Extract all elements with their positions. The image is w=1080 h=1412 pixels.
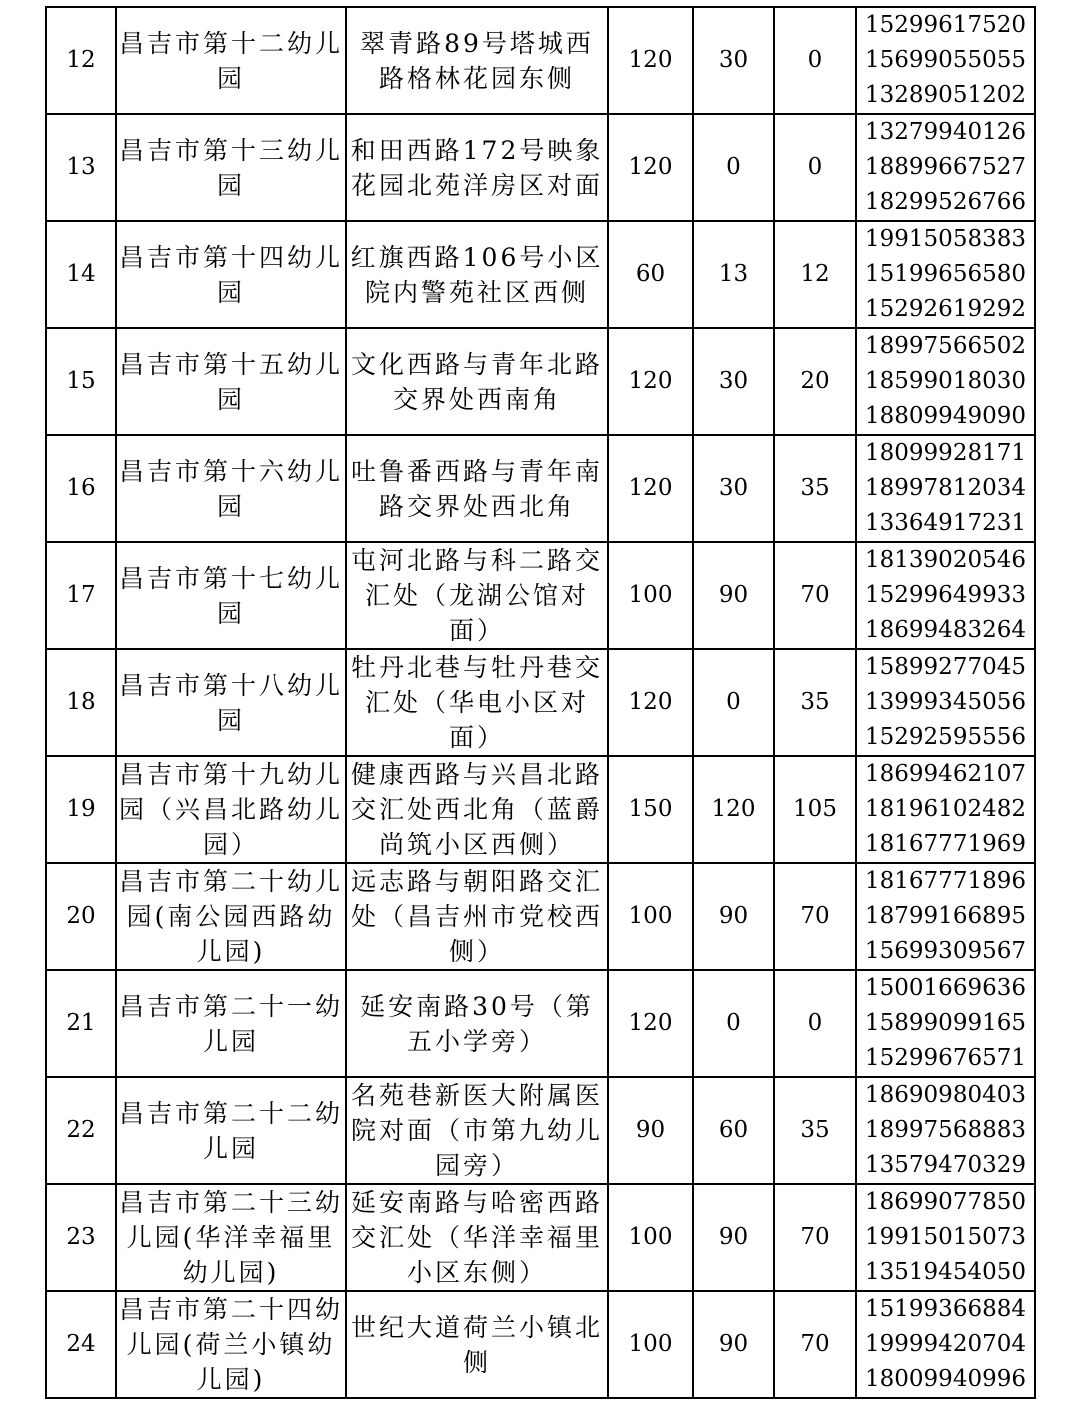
count-b-text: 0	[726, 154, 741, 180]
kindergarten-address-text: 屯河北路与科二路交汇处（龙湖公馆对面）	[350, 546, 603, 645]
table-row	[46, 1077, 1035, 1184]
table-row	[46, 542, 1035, 649]
kindergarten-address	[346, 1184, 608, 1291]
count-b	[693, 221, 774, 328]
count-a	[608, 328, 693, 435]
count-c	[774, 756, 856, 863]
count-b-text: 90	[718, 1331, 749, 1357]
kindergarten-address	[346, 649, 608, 756]
contact-phones	[856, 221, 1035, 328]
kindergarten-address-text: 世纪大道荷兰小镇北侧	[350, 1312, 603, 1377]
phone-number: 15299617520	[865, 12, 1026, 38]
row-number	[46, 221, 116, 328]
table-row	[46, 1184, 1035, 1291]
kindergarten-address	[346, 1077, 608, 1184]
count-b	[693, 1077, 774, 1184]
row-number	[46, 328, 116, 435]
count-c	[774, 7, 856, 114]
phone-number: 18997566502	[865, 333, 1026, 359]
phone-number: 15699309567	[865, 938, 1026, 964]
count-c-text: 70	[800, 582, 830, 608]
count-b	[693, 542, 774, 649]
count-a-text: 150	[628, 796, 673, 822]
count-c-text: 70	[800, 1331, 830, 1357]
count-a	[608, 863, 693, 970]
phone-number: 15899277045	[865, 654, 1026, 680]
count-a	[608, 114, 693, 221]
kindergarten-name	[116, 435, 346, 542]
phone-number: 18699462107	[865, 761, 1026, 787]
kindergarten-name-text: 昌吉市第二十二幼儿园	[119, 1098, 344, 1163]
phone-number: 18899667527	[865, 154, 1026, 180]
count-a-text: 120	[628, 1010, 673, 1036]
kindergarten-name	[116, 1184, 346, 1291]
phone-number: 18099928171	[865, 440, 1026, 466]
kindergarten-name	[116, 649, 346, 756]
count-b	[693, 114, 774, 221]
count-c	[774, 1184, 856, 1291]
row-number-text: 18	[66, 689, 96, 715]
count-c	[774, 970, 856, 1077]
count-c-text: 0	[807, 154, 823, 180]
contact-phones	[856, 1184, 1035, 1291]
row-number	[46, 649, 116, 756]
count-b-text: 0	[726, 1010, 741, 1036]
count-c-text: 70	[800, 903, 830, 929]
phone-number: 18167771969	[865, 831, 1026, 857]
kindergarten-name	[116, 221, 346, 328]
count-c	[774, 542, 856, 649]
row-number	[46, 756, 116, 863]
count-a-text: 90	[635, 1117, 666, 1143]
count-a	[608, 1291, 693, 1398]
table-row	[46, 221, 1035, 328]
row-number	[46, 114, 116, 221]
kindergarten-address	[346, 970, 608, 1077]
kindergarten-name-text: 昌吉市第十九幼儿园（兴昌北路幼儿园）	[119, 760, 344, 859]
phone-number: 19915015073	[865, 1224, 1026, 1250]
contact-phones	[856, 542, 1035, 649]
count-a	[608, 970, 693, 1077]
count-a	[608, 756, 693, 863]
row-number	[46, 1291, 116, 1398]
row-number-text: 22	[66, 1117, 96, 1143]
count-b-text: 90	[718, 582, 749, 608]
kindergarten-name	[116, 1077, 346, 1184]
row-number	[46, 863, 116, 970]
phone-number: 13579470329	[865, 1152, 1026, 1178]
phone-number: 15292619292	[865, 296, 1026, 322]
kindergarten-address-text: 文化西路与青年北路交界处西南角	[350, 349, 603, 414]
kindergarten-address	[346, 7, 608, 114]
count-a-text: 100	[628, 1224, 673, 1250]
count-a-text: 120	[628, 154, 673, 180]
row-number	[46, 435, 116, 542]
table-row	[46, 328, 1035, 435]
kindergarten-name	[116, 114, 346, 221]
phone-number: 15199656580	[865, 261, 1026, 287]
count-b	[693, 1184, 774, 1291]
row-number-text: 23	[66, 1224, 96, 1250]
kindergarten-address-text: 牡丹北巷与牡丹巷交汇处（华电小区对面）	[350, 653, 603, 752]
kindergarten-name-text: 昌吉市第十五幼儿园	[119, 349, 344, 414]
count-b	[693, 649, 774, 756]
count-b-text: 30	[718, 47, 749, 73]
count-a-text: 120	[628, 368, 673, 394]
phone-number: 15299676571	[865, 1045, 1026, 1071]
count-b	[693, 7, 774, 114]
kindergarten-address-text: 远志路与朝阳路交汇处（昌吉州市党校西侧）	[350, 867, 603, 966]
phone-number: 18167771896	[865, 868, 1026, 894]
kindergarten-name-text: 昌吉市第二十四幼儿园(荷兰小镇幼儿园)	[119, 1295, 344, 1394]
row-number-text: 16	[66, 475, 96, 501]
count-b-text: 13	[718, 261, 749, 287]
contact-phones	[856, 1077, 1035, 1184]
kindergarten-address	[346, 756, 608, 863]
count-a	[608, 1184, 693, 1291]
phone-number: 13519454050	[865, 1259, 1026, 1285]
kindergarten-address	[346, 435, 608, 542]
row-number-text: 21	[66, 1010, 96, 1036]
kindergarten-name-text: 昌吉市第十四幼儿园	[119, 242, 344, 307]
kindergarten-name	[116, 542, 346, 649]
kindergarten-name-text: 昌吉市第十二幼儿园	[119, 28, 344, 93]
count-c-text: 35	[800, 689, 830, 715]
row-number-text: 17	[66, 582, 96, 608]
count-a	[608, 7, 693, 114]
table-row	[46, 1291, 1035, 1398]
row-number	[46, 7, 116, 114]
row-number	[46, 542, 116, 649]
kindergarten-name	[116, 1291, 346, 1398]
count-b	[693, 1291, 774, 1398]
table-body	[46, 7, 1035, 1398]
row-number	[46, 970, 116, 1077]
table-row	[46, 970, 1035, 1077]
row-number	[46, 1184, 116, 1291]
phone-number: 18196102482	[865, 796, 1026, 822]
count-c-text: 35	[800, 1117, 830, 1143]
row-number-text: 12	[66, 47, 96, 73]
count-b	[693, 328, 774, 435]
count-b	[693, 435, 774, 542]
count-c	[774, 435, 856, 542]
phone-number: 18809949090	[865, 403, 1026, 429]
kindergarten-address-text: 翠青路89号塔城西路格林花园东侧	[360, 28, 594, 93]
contact-phones	[856, 970, 1035, 1077]
row-number-text: 13	[66, 154, 96, 180]
kindergarten-address-text: 健康西路与兴昌北路交汇处西北角（蓝爵尚筑小区西侧）	[350, 760, 603, 859]
kindergarten-address-text: 和田西路172号映象花园北苑洋房区对面	[350, 135, 604, 200]
count-a	[608, 435, 693, 542]
table-row	[46, 863, 1035, 970]
kindergarten-name	[116, 328, 346, 435]
kindergarten-table	[45, 6, 1036, 1399]
count-a-text: 100	[628, 1331, 673, 1357]
phone-number: 13289051202	[865, 82, 1026, 108]
kindergarten-name	[116, 863, 346, 970]
phone-number: 13364917231	[865, 510, 1026, 536]
kindergarten-address	[346, 863, 608, 970]
count-a-text: 60	[635, 261, 666, 287]
count-a	[608, 649, 693, 756]
phone-number: 18997568883	[865, 1117, 1026, 1143]
phone-number: 19915058383	[865, 226, 1026, 252]
row-number-text: 14	[66, 261, 96, 287]
kindergarten-name	[116, 7, 346, 114]
contact-phones	[856, 435, 1035, 542]
count-a	[608, 1077, 693, 1184]
count-c	[774, 1291, 856, 1398]
table-row	[46, 7, 1035, 114]
count-c	[774, 649, 856, 756]
phone-number: 18699077850	[865, 1189, 1026, 1215]
kindergarten-address-text: 延安南路与哈密西路交汇处（华洋幸福里小区东侧）	[350, 1188, 603, 1287]
count-c	[774, 1077, 856, 1184]
kindergarten-name	[116, 756, 346, 863]
count-b-text: 30	[718, 475, 749, 501]
kindergarten-address-text: 吐鲁番西路与青年南路交界处西北角	[350, 456, 603, 521]
count-a-text: 100	[628, 582, 673, 608]
count-a-text: 120	[628, 47, 673, 73]
kindergarten-name-text: 昌吉市第二十一幼儿园	[119, 991, 344, 1056]
phone-number: 15899099165	[865, 1010, 1026, 1036]
table-row	[46, 756, 1035, 863]
kindergarten-address	[346, 221, 608, 328]
row-number-text: 19	[66, 796, 96, 822]
contact-phones	[856, 7, 1035, 114]
kindergarten-address-text: 红旗西路106号小区院内警苑社区西侧	[350, 242, 604, 307]
row-number-text: 24	[66, 1331, 96, 1357]
phone-number: 15299649933	[865, 582, 1026, 608]
row-number-text: 15	[66, 368, 96, 394]
row-number	[46, 1077, 116, 1184]
count-b-text: 90	[718, 1224, 749, 1250]
count-b	[693, 756, 774, 863]
contact-phones	[856, 863, 1035, 970]
kindergarten-name-text: 昌吉市第十七幼儿园	[119, 563, 344, 628]
kindergarten-name-text: 昌吉市第二十幼儿园(南公园西路幼儿园)	[119, 867, 344, 966]
phone-number: 18699483264	[865, 617, 1026, 643]
kindergarten-address-text: 延安南路30号（第五小学旁）	[360, 991, 594, 1056]
count-a-text: 120	[628, 689, 673, 715]
kindergarten-name-text: 昌吉市第十三幼儿园	[119, 135, 344, 200]
phone-number: 18599018030	[865, 368, 1026, 394]
kindergarten-address	[346, 542, 608, 649]
table-row	[46, 649, 1035, 756]
phone-number: 18799166895	[865, 903, 1026, 929]
kindergarten-address	[346, 114, 608, 221]
count-a-text: 120	[628, 475, 673, 501]
contact-phones	[856, 1291, 1035, 1398]
phone-number: 13999345056	[865, 689, 1026, 715]
phone-number: 18009940996	[865, 1366, 1026, 1392]
phone-number: 15199366884	[865, 1296, 1026, 1322]
count-c	[774, 114, 856, 221]
kindergarten-address	[346, 328, 608, 435]
kindergarten-name-text: 昌吉市第二十三幼儿园(华洋幸福里幼儿园)	[119, 1188, 344, 1287]
kindergarten-address	[346, 1291, 608, 1398]
phone-number: 18997812034	[865, 475, 1026, 501]
count-c-text: 35	[800, 475, 830, 501]
phone-number: 15001669636	[865, 975, 1026, 1001]
kindergarten-name	[116, 970, 346, 1077]
contact-phones	[856, 328, 1035, 435]
contact-phones	[856, 649, 1035, 756]
phone-number: 18139020546	[865, 547, 1026, 573]
count-a-text: 100	[628, 903, 673, 929]
count-b-text: 0	[726, 689, 741, 715]
count-a	[608, 542, 693, 649]
count-b-text: 30	[718, 368, 749, 394]
count-b-text: 60	[718, 1117, 749, 1143]
table-row	[46, 114, 1035, 221]
row-number-text: 20	[66, 903, 96, 929]
kindergarten-address-text: 名苑巷新医大附属医院对面（市第九幼儿园旁）	[350, 1081, 603, 1180]
table-row	[46, 435, 1035, 542]
count-b-text: 120	[711, 796, 756, 822]
kindergarten-name-text: 昌吉市第十八幼儿园	[119, 670, 344, 735]
count-c-text: 20	[800, 368, 830, 394]
phone-number: 19999420704	[865, 1331, 1026, 1357]
count-c-text: 0	[807, 47, 823, 73]
count-c-text: 70	[800, 1224, 830, 1250]
kindergarten-name-text: 昌吉市第十六幼儿园	[119, 456, 344, 521]
contact-phones	[856, 114, 1035, 221]
count-b	[693, 970, 774, 1077]
count-b-text: 90	[718, 903, 749, 929]
count-a	[608, 221, 693, 328]
count-c-text: 0	[807, 1010, 823, 1036]
count-c	[774, 221, 856, 328]
count-c-text: 12	[800, 261, 830, 287]
phone-number: 18690980403	[865, 1082, 1026, 1108]
count-c	[774, 328, 856, 435]
count-b	[693, 863, 774, 970]
count-c	[774, 863, 856, 970]
count-c-text: 105	[793, 796, 837, 822]
phone-number: 15292595556	[865, 724, 1026, 750]
phone-number: 13279940126	[865, 119, 1026, 145]
contact-phones	[856, 756, 1035, 863]
phone-number: 15699055055	[865, 47, 1026, 73]
phone-number: 18299526766	[865, 189, 1026, 215]
